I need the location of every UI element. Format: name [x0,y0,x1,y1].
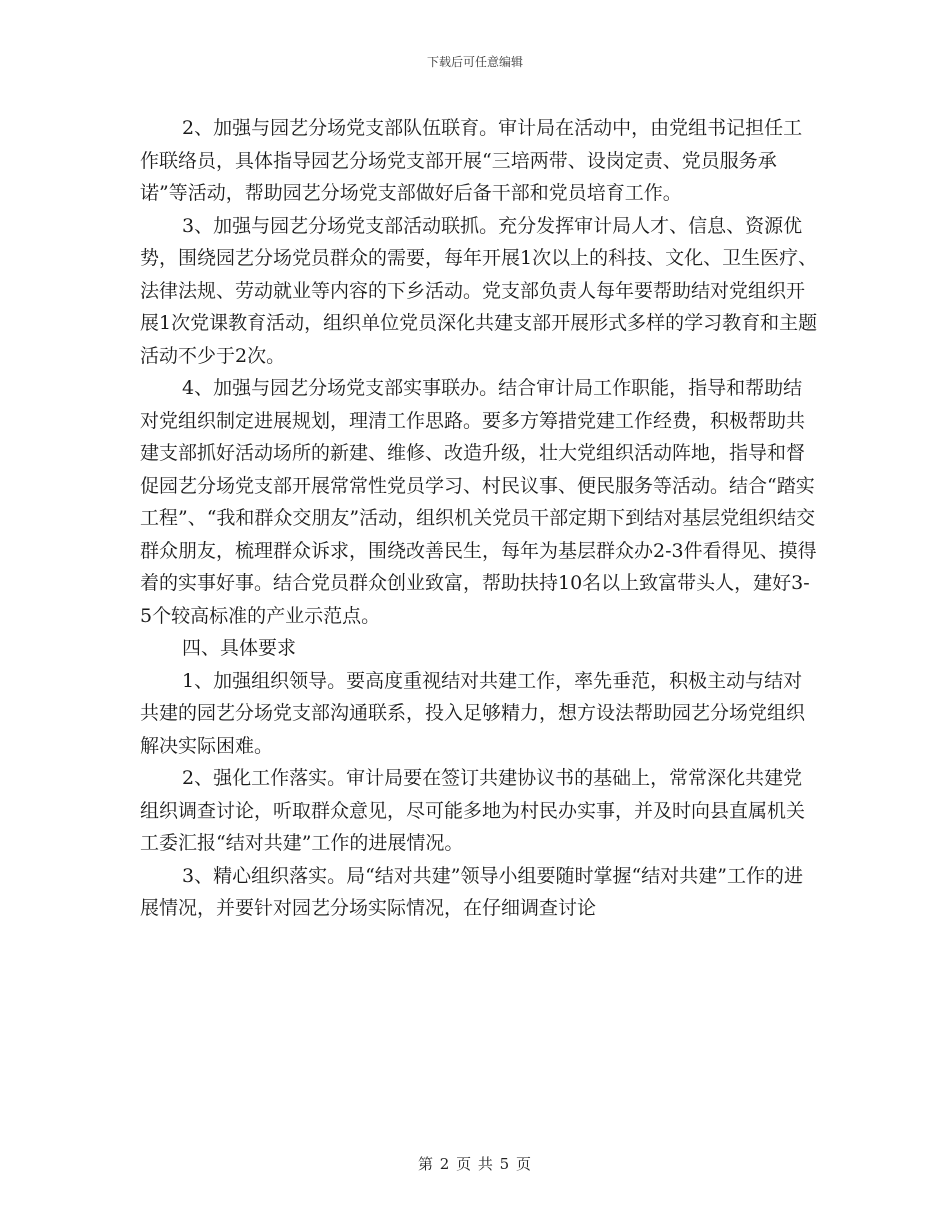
requirement-item-1: 1、加强组织领导。要高度重视结对共建工作，率先垂范，积极主动与结对共建的园艺分场党支部沟通联系，投入足够精力，想方设法帮助园艺分场党组织解决实际困难。 [140,669,806,757]
section-heading: 四、具体要求 [182,637,297,659]
paragraph-item-4: 4、加强与园艺分场党支部实事联办。结合审计局工作职能，指导和帮助结对党组织制定进展规划，理清工作思路。要多方筹措党建工作经费，积极帮助共建支部抓好活动场所的新建、维修、改造升级，壮大党组织活动阵地，指导和督促园艺分场党支部开展常常性党员学习、村民议事、便民服务等活动。结合“踏实工程”、“我和群众交朋友”活动，组织机关党员干部定期下到结对基层党组织结交群众朋友，梳理群众诉求，围绕改善民生，每年为基层群众办2-3件看得见、摸得着的实事好事。结合党员群众创业致富，帮助扶持10名以上致富带头人，建好3-5个较高标准的产业示范点。 [140,377,817,627]
document-body [140,112,820,925]
requirement-item-2: 2、强化工作落实。审计局要在签订共建协议书的基础上，常常深化共建党组织调查讨论，听取群众意见，尽可能多地为村民办实事，并及时向县直属机关工委汇报“结对共建”工作的进展情况。 [140,767,806,854]
page-header: 下载后可任意编辑 [426,55,523,69]
paragraph-item-3: 3、加强与园艺分场党支部活动联抓。充分发挥审计局人才、信息、资源优势，围绕园艺分场党员群众的需要，每年开展1次以上的科技、文化、卫生医疗、法律法规、劳动就业等内容的下乡活动。党支部负责人每年要帮助结对党组织开展1次党课教育活动，组织单位党员深化共建支部开展形式多样的学习教育和主题活动不少于2次。 [140,214,818,367]
requirement-item-3: 3、精心组织落实。局“结对共建”领导小组要随时掌握“结对共建”工作的进展情况，并要针对园艺分场实际情况，在仔细调查讨论 [140,864,803,919]
page-footer: 第 2 页 共 5 页 [418,1155,532,1173]
paragraph-item-2: 2、加强与园艺分场党支部队伍联育。审计局在活动中，由党组书记担任工作联络员，具体指导园艺分场党支部开展“三培两带、设岗定责、党员服务承诺”等活动，帮助园艺分场党支部做好后备干部和党员培育工作。 [140,117,803,204]
